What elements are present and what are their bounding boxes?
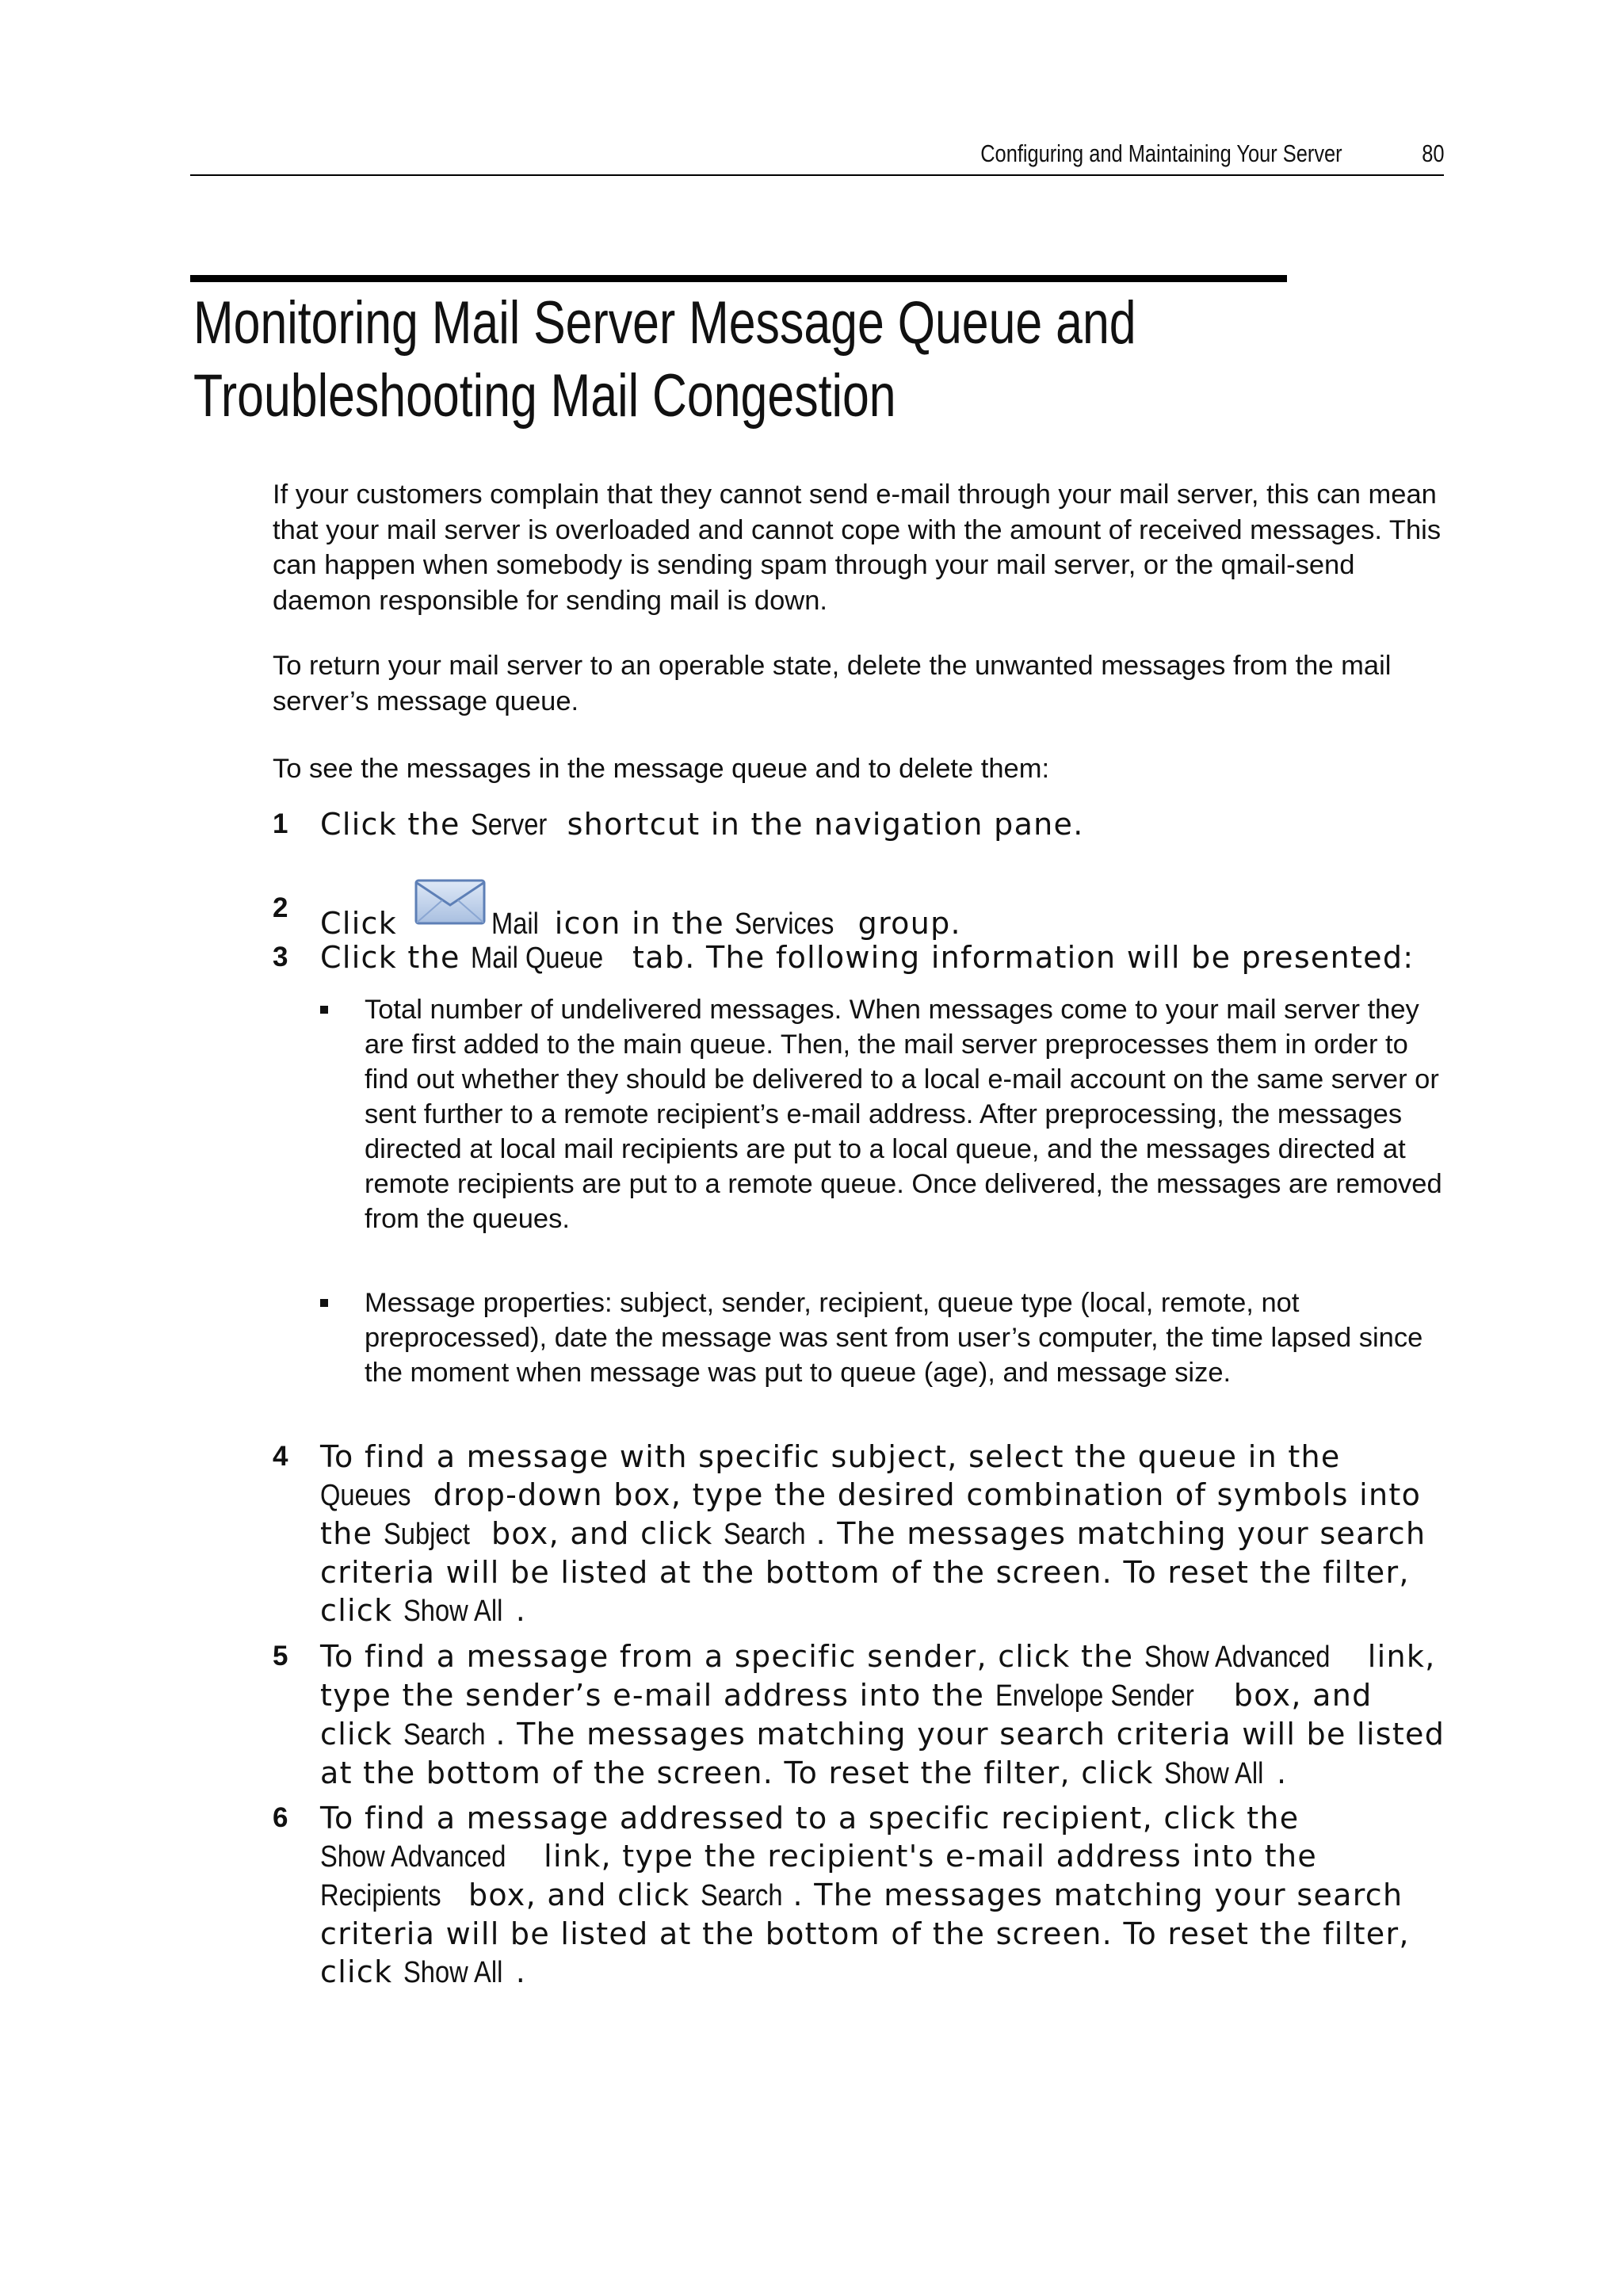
text-run: box, and click bbox=[457, 1878, 701, 1912]
step-text bbox=[320, 938, 1445, 977]
text-run: Click bbox=[320, 906, 408, 941]
text-run: . bbox=[1276, 1755, 1288, 1790]
header-title: Configuring and Maintaining Your Server bbox=[980, 139, 1342, 167]
ui-term-show-advanced: Show Advanced bbox=[1144, 1641, 1331, 1674]
ui-term-show-all: Show All bbox=[403, 1595, 503, 1628]
step-number: 4 bbox=[273, 1441, 288, 1472]
text-run: To find a message addressed to a specific recipient, click the bbox=[320, 1801, 1300, 1836]
text-run: shortcut in the navigation pane. bbox=[556, 807, 1084, 842]
text-run: To find a message from a specific sender, click the bbox=[320, 1639, 1144, 1674]
step-4 bbox=[273, 1438, 1445, 1630]
bullet-square-icon bbox=[320, 1299, 328, 1307]
text-run: . bbox=[515, 1593, 527, 1628]
text-run: Click the bbox=[320, 807, 472, 842]
step-text bbox=[320, 1438, 1445, 1630]
mail-envelope-icon bbox=[414, 878, 487, 926]
text-run: . The messages matching your search criteria will be listed at the bottom of the screen. To reset the filter, click bbox=[320, 1516, 1426, 1628]
step-text bbox=[320, 1799, 1445, 1992]
text-run: link, type the sender’s e-mail address into the bbox=[320, 1639, 1436, 1713]
text-run: icon in the bbox=[544, 906, 735, 941]
bullet-text: Total number of undelivered messages. When messages come to your mail server they are first added to the main queue. Then, the mail server preprocesses them in order to find out whether they should be delivered to a local e-mail account on the same server or sent further to a remote recipient’s e-mail address. After preprocessing, the messages directed at local mail recipients are put to a local queue, and the messages directed at remote recipients are put to a remote queue. Once delivered, the messages are removed from the queues. bbox=[365, 995, 1442, 1234]
title-rule bbox=[190, 275, 1287, 282]
intro-paragraph-1: If your customers complain that they cannot send e-mail through your mail server, this can mean that your mail server is overloaded and cannot cope with the amount of received messages. This can happen when somebody is sending spam through your mail server, or the qmail-send daemon responsible for sending mail is down. bbox=[273, 479, 1442, 616]
ui-term-show-advanced: Show Advanced bbox=[320, 1840, 506, 1874]
step-6 bbox=[273, 1799, 1445, 1992]
text-run: box, and click bbox=[480, 1516, 724, 1551]
section-title-line2: Troubleshooting Mail Congestion bbox=[193, 362, 896, 430]
step-2 bbox=[273, 889, 1445, 943]
ui-term-search: Search bbox=[403, 1718, 486, 1752]
step-number: 6 bbox=[273, 1802, 288, 1833]
text-run: To find a message with specific subject, select the queue in the bbox=[320, 1439, 1341, 1474]
section-title bbox=[193, 287, 1271, 433]
ui-term-show-all: Show All bbox=[1164, 1757, 1264, 1790]
text-run: group. bbox=[847, 906, 961, 941]
ui-term-search: Search bbox=[700, 1879, 783, 1912]
text-run: Click the bbox=[320, 940, 472, 975]
section-title-line1: Monitoring Mail Server Message Queue and bbox=[193, 289, 1136, 357]
step-5 bbox=[273, 1637, 1445, 1793]
ui-term-subject: Subject bbox=[383, 1518, 470, 1551]
ui-term-mail-queue: Mail Queue bbox=[471, 942, 604, 975]
text-run: tab. The following information will be presented: bbox=[621, 940, 1415, 975]
bullet-item-2 bbox=[320, 1286, 1445, 1390]
step-number: 2 bbox=[273, 892, 288, 923]
step-text bbox=[320, 889, 1445, 943]
ui-term-server: Server bbox=[471, 808, 548, 842]
bullet-square-icon bbox=[320, 1006, 328, 1014]
text-run: drop-down box, type the desired combination of symbols into the bbox=[320, 1477, 1422, 1551]
bullet-text: Message properties: subject, sender, recipient, queue type (local, remote, not preprocessed), date the message was sent from user’s computer, the time lapsed since the moment when message was put to queue (age), and message size. bbox=[365, 1288, 1423, 1388]
ui-term-search: Search bbox=[723, 1518, 806, 1551]
step-1 bbox=[273, 805, 1445, 844]
intro-paragraph-3: To see the messages in the message queue and to delete them: bbox=[273, 754, 1050, 784]
step-number: 3 bbox=[273, 942, 288, 972]
ui-term-mail: Mail bbox=[491, 907, 540, 941]
step-text bbox=[320, 805, 1445, 844]
page-number: 80 bbox=[1421, 139, 1444, 167]
text-run: . The messages matching your search criteria will be listed at the bottom of the screen. To reset the filter, click bbox=[320, 1878, 1410, 1989]
ui-term-show-all: Show All bbox=[403, 1956, 503, 1989]
bullet-item-1 bbox=[320, 992, 1445, 1236]
running-header bbox=[190, 136, 1444, 176]
step-number: 1 bbox=[273, 808, 288, 839]
text-run: box, and click bbox=[320, 1678, 1373, 1752]
step-3 bbox=[273, 938, 1445, 977]
text-run: . bbox=[515, 1954, 527, 1989]
step-number: 5 bbox=[273, 1641, 288, 1671]
text-run: . The messages matching your search criteria will be listed at the bottom of the screen. To reset the filter, click bbox=[320, 1717, 1445, 1790]
ui-term-services: Services bbox=[735, 907, 834, 941]
ui-term-queues: Queues bbox=[320, 1479, 411, 1512]
text-run: link, type the recipient's e-mail address into the bbox=[533, 1839, 1318, 1874]
ui-term-recipients: Recipients bbox=[320, 1879, 441, 1912]
ui-term-envelope-sender: Envelope Sender bbox=[995, 1679, 1194, 1713]
intro-paragraph-2: To return your mail server to an operable state, delete the unwanted messages from the mail server’s message queue. bbox=[273, 651, 1392, 716]
step-text bbox=[320, 1637, 1445, 1793]
